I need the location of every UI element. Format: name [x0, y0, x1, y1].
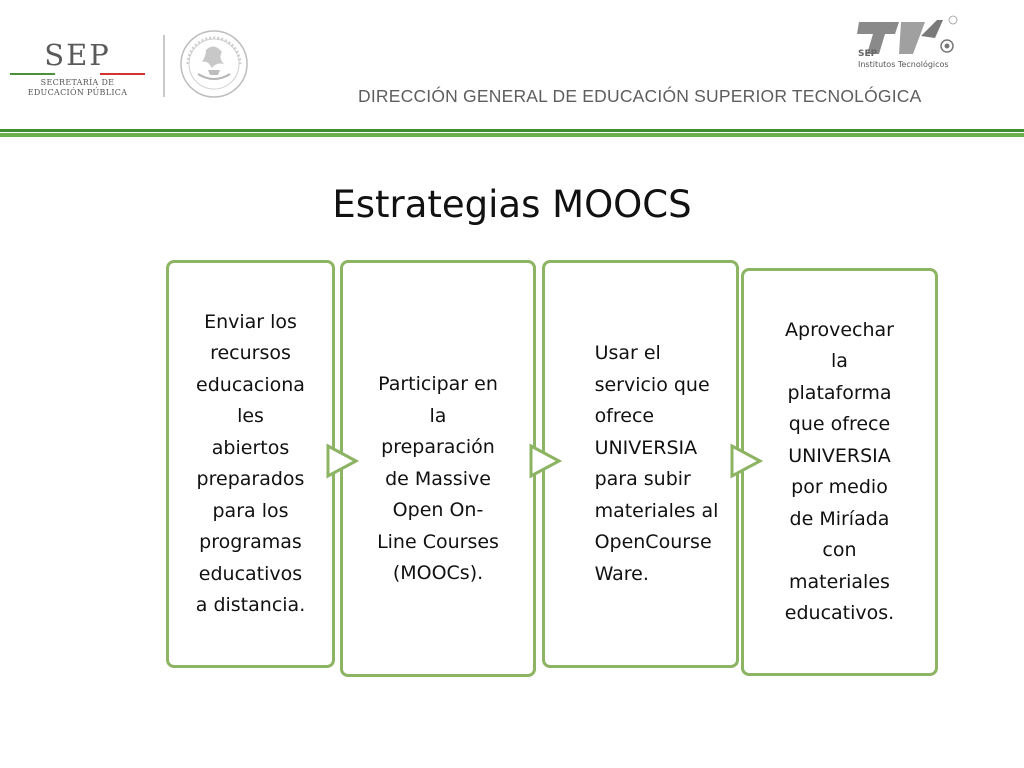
- step-text-line: Enviar los: [204, 310, 297, 333]
- step-text-line: materiales: [789, 570, 890, 593]
- it-logo-name: Institutos Tecnológicos: [858, 60, 949, 69]
- sep-logo-stripe: [10, 73, 145, 75]
- step-text-line: para los: [212, 499, 289, 522]
- step-text-line: ofrece: [594, 405, 655, 427]
- step-text-line: educativos.: [784, 602, 895, 624]
- step-text-line: educativos: [198, 562, 303, 585]
- step-text-line: de Miríada: [789, 507, 890, 530]
- step-text-line: Line Courses: [377, 530, 499, 553]
- step-text-line: educaciona: [196, 373, 305, 396]
- flow-arrow-icon: [325, 443, 359, 479]
- process-step-3-text: [563, 338, 719, 590]
- flow-arrow-icon: [729, 443, 763, 479]
- step-text-line: la: [429, 404, 447, 427]
- step-text-line: plataforma: [787, 381, 892, 404]
- step-text-line: a distancia.: [195, 594, 306, 616]
- step-text-line: les: [237, 405, 264, 427]
- process-step-4-text: [785, 315, 894, 630]
- header-bar-light: [0, 133, 1024, 137]
- sep-logo-subtitle-2: EDUCACIÓN PÚBLICA: [27, 88, 128, 97]
- process-step-4: [741, 268, 938, 676]
- step-text-line: programas: [199, 531, 302, 553]
- step-text-line: Open On-: [392, 499, 484, 522]
- sep-logo: [10, 40, 145, 98]
- header-divider: [163, 35, 165, 97]
- step-text-line: preparación: [381, 436, 495, 459]
- step-text-line: para subir: [594, 468, 691, 490]
- step-text-line: Participar en: [378, 373, 498, 396]
- step-text-line: UNIVERSIA: [594, 436, 698, 459]
- step-text-line: servicio que: [594, 373, 710, 396]
- process-step-3: [542, 260, 739, 668]
- coat-of-arms-seal-icon: [178, 28, 250, 100]
- step-text-line: materiales al: [594, 499, 719, 522]
- step-text-line: Usar el: [594, 342, 661, 364]
- process-step-2-text: [377, 347, 499, 590]
- step-text-line: la: [831, 350, 848, 372]
- step-text-line: (MOOCs).: [392, 562, 484, 585]
- process-step-1-text: [196, 307, 305, 622]
- direccion-general-heading: DIRECCIÓN GENERAL DE EDUCACIÓN SUPERIOR TECNOLÓGICA: [358, 86, 922, 106]
- step-text-line: Aprovechar: [785, 318, 894, 341]
- it-logo-sep: SEP: [858, 49, 878, 59]
- slide-title: Estrategias MOOCS: [332, 183, 692, 226]
- header-bar-dark: [0, 129, 1024, 132]
- flow-arrow-icon: [528, 443, 562, 479]
- step-text-line: que ofrece: [788, 413, 891, 435]
- process-step-2: [340, 260, 536, 677]
- step-text-line: de Massive: [385, 467, 491, 490]
- sep-logo-word: SEP: [44, 38, 111, 72]
- step-text-line: abiertos: [211, 436, 290, 459]
- step-text-line: recursos: [210, 342, 291, 364]
- sep-logo-subtitle-1: SECRETARÍA DE: [40, 78, 115, 87]
- step-text-line: preparados: [196, 468, 305, 490]
- process-step-1: [166, 260, 335, 668]
- step-text-line: UNIVERSIA: [788, 444, 891, 467]
- step-text-line: por medio: [791, 476, 888, 498]
- step-text-line: Ware.: [594, 562, 649, 585]
- step-text-line: con: [822, 539, 857, 561]
- step-text-line: OpenCourse: [594, 531, 712, 553]
